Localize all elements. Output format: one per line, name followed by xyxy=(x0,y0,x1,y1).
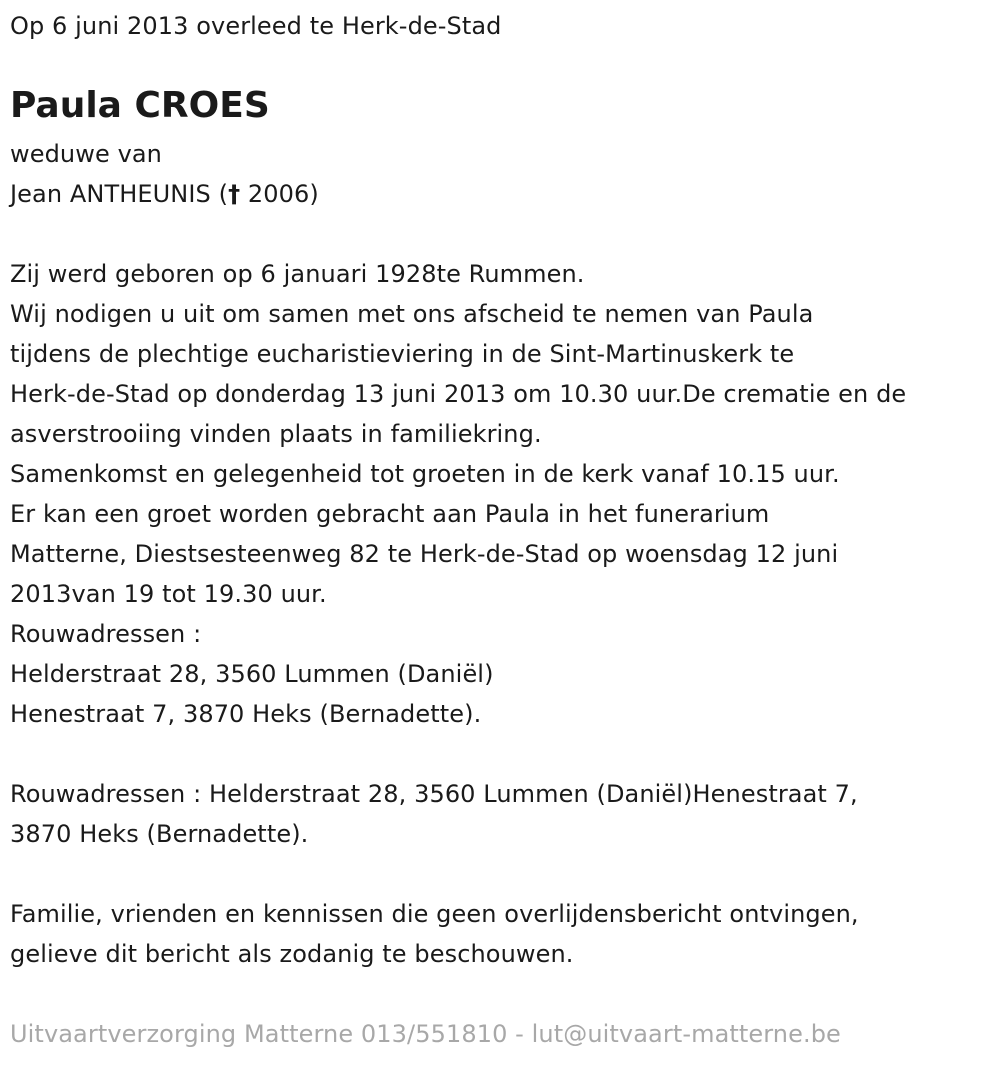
body-line: Er kan een groet worden gebracht aan Paula in het funerarium xyxy=(10,500,770,528)
closing-notice xyxy=(10,894,859,974)
closing-line: gelieve dit bericht als zodanig te beschouwen. xyxy=(10,940,574,968)
spouse-name-line xyxy=(10,174,319,214)
spouse-block xyxy=(10,134,319,214)
cross-icon: † xyxy=(228,180,241,208)
body-line: Wij nodigen u uit om samen met ons afscheid te nemen van Paula xyxy=(10,300,814,328)
body-line: Matterne, Diestsesteenweg 82 te Herk-de-Stad op woensdag 12 juni xyxy=(10,540,839,568)
address-line: Rouwadressen : Helderstraat 28, 3560 Lummen (Daniël)Henestraat 7, xyxy=(10,780,858,808)
body-line: Samenkomst en gelegenheid tot groeten in de kerk vanaf 10.15 uur. xyxy=(10,460,840,488)
notice-body xyxy=(10,254,906,734)
spouse-death-year: 2006) xyxy=(240,180,319,208)
body-line: 2013van 19 tot 19.30 uur. xyxy=(10,580,327,608)
body-line: Zij werd geboren op 6 januari 1928te Rummen. xyxy=(10,260,585,288)
spouse-relation: weduwe van xyxy=(10,140,162,168)
mourning-addresses xyxy=(10,774,858,854)
body-line: asverstrooiing vinden plaats in familiekring. xyxy=(10,420,542,448)
notice-intro: Op 6 juni 2013 overleed te Herk-de-Stad xyxy=(10,12,502,40)
body-line: tijdens de plechtige eucharistieviering in de Sint-Martinuskerk te xyxy=(10,340,795,368)
closing-line: Familie, vrienden en kennissen die geen overlijdensbericht ontvingen, xyxy=(10,900,859,928)
body-line: Rouwadressen : xyxy=(10,620,202,648)
funeral-home-footer: Uitvaartverzorging Matterne 013/551810 - lut@uitvaart-matterne.be xyxy=(10,1020,841,1048)
body-line: Herk-de-Stad op donderdag 13 juni 2013 om 10.30 uur.De crematie en de xyxy=(10,380,907,408)
deceased-name: Paula CROES xyxy=(10,85,270,126)
body-line: Henestraat 7, 3870 Heks (Bernadette). xyxy=(10,700,482,728)
spouse-name: Jean ANTHEUNIS ( xyxy=(10,180,229,208)
body-line: Helderstraat 28, 3560 Lummen (Daniël) xyxy=(10,660,494,688)
address-line: 3870 Heks (Bernadette). xyxy=(10,820,309,848)
